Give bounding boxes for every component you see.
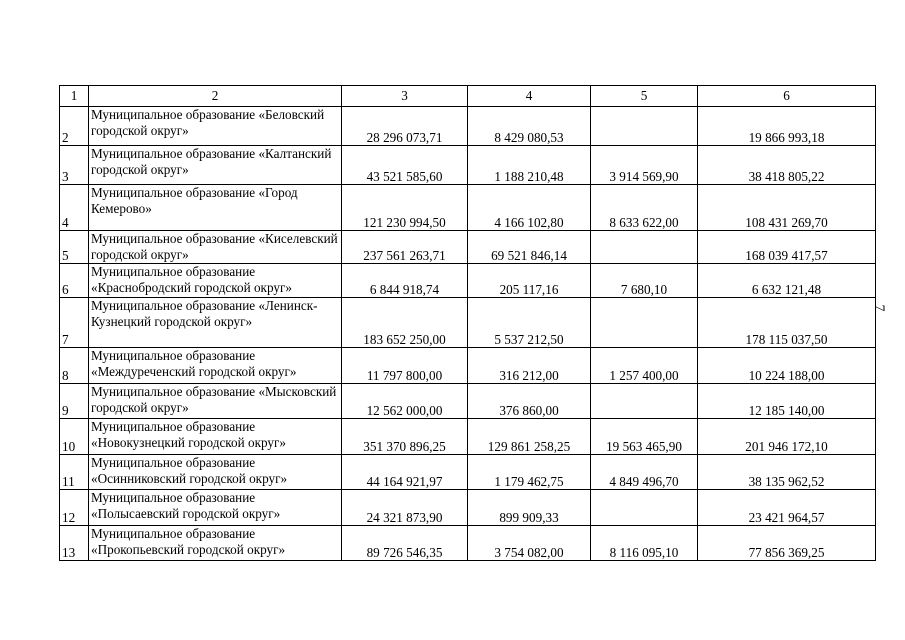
amount-col4-cell: 899 909,33 — [468, 490, 591, 526]
table-row — [60, 348, 876, 384]
row-number-cell: 2 — [60, 107, 89, 146]
row-number-cell: 8 — [60, 348, 89, 384]
amount-col5-cell: 19 563 465,90 — [591, 419, 698, 455]
amount-col6-cell: 12 185 140,00 — [698, 384, 876, 419]
amount-col6-cell: 168 039 417,57 — [698, 231, 876, 264]
amount-col4-cell: 376 860,00 — [468, 384, 591, 419]
amount-col6-cell: 38 135 962,52 — [698, 455, 876, 490]
municipality-name-cell: Муниципальное образование «Полысаевский городской округ» — [89, 490, 342, 526]
row-number-cell: 11 — [60, 455, 89, 490]
amount-col6-cell: 23 421 964,57 — [698, 490, 876, 526]
amount-col5-cell — [591, 490, 698, 526]
amount-col5-cell — [591, 231, 698, 264]
table-row — [60, 231, 876, 264]
table-row — [60, 264, 876, 298]
row-number-cell: 5 — [60, 231, 89, 264]
amount-col3-cell: 237 561 263,71 — [342, 231, 468, 264]
amount-col3-cell: 44 164 921,97 — [342, 455, 468, 490]
table-row — [60, 384, 876, 419]
table-row — [60, 419, 876, 455]
amount-col5-cell: 8 633 622,00 — [591, 185, 698, 231]
municipality-name-cell: Муниципальное образование «Ленинск-Кузнецкий городской округ» — [89, 298, 342, 348]
row-number-cell: 10 — [60, 419, 89, 455]
budget-table — [59, 85, 876, 561]
amount-col4-cell: 205 117,16 — [468, 264, 591, 298]
amount-col4-cell: 316 212,00 — [468, 348, 591, 384]
amount-col5-cell: 7 680,10 — [591, 264, 698, 298]
header-cell: 6 — [698, 86, 876, 107]
amount-col6-cell: 108 431 269,70 — [698, 185, 876, 231]
header-cell: 2 — [89, 86, 342, 107]
row-number-cell: 6 — [60, 264, 89, 298]
municipality-name-cell: Муниципальное образование «Город Кемерово» — [89, 185, 342, 231]
amount-col6-cell: 201 946 172,10 — [698, 419, 876, 455]
amount-col3-cell: 24 321 873,90 — [342, 490, 468, 526]
amount-col5-cell: 8 116 095,10 — [591, 526, 698, 561]
amount-col4-cell: 4 166 102,80 — [468, 185, 591, 231]
table-row — [60, 455, 876, 490]
amount-col3-cell: 351 370 896,25 — [342, 419, 468, 455]
amount-col4-cell: 1 188 210,48 — [468, 146, 591, 185]
row-number-cell: 9 — [60, 384, 89, 419]
header-cell: 3 — [342, 86, 468, 107]
amount-col5-cell: 3 914 569,90 — [591, 146, 698, 185]
amount-col3-cell: 183 652 250,00 — [342, 298, 468, 348]
amount-col3-cell: 12 562 000,00 — [342, 384, 468, 419]
amount-col4-cell: 1 179 462,75 — [468, 455, 591, 490]
amount-col3-cell: 28 296 073,71 — [342, 107, 468, 146]
municipality-name-cell: Муниципальное образование «Междуреченский городской округ» — [89, 348, 342, 384]
municipality-name-cell: Муниципальное образование «Новокузнецкий городской округ» — [89, 419, 342, 455]
municipality-name-cell: Муниципальное образование «Беловский городской округ» — [89, 107, 342, 146]
header-row — [60, 86, 876, 107]
table-row — [60, 146, 876, 185]
amount-col3-cell: 43 521 585,60 — [342, 146, 468, 185]
row-number-cell: 13 — [60, 526, 89, 561]
row-number-cell: 3 — [60, 146, 89, 185]
amount-col6-cell: 19 866 993,18 — [698, 107, 876, 146]
amount-col4-cell: 8 429 080,53 — [468, 107, 591, 146]
amount-col5-cell: 1 257 400,00 — [591, 348, 698, 384]
amount-col4-cell: 69 521 846,14 — [468, 231, 591, 264]
amount-col5-cell: 4 849 496,70 — [591, 455, 698, 490]
header-cell: 1 — [60, 86, 89, 107]
table-row — [60, 185, 876, 231]
amount-col3-cell: 6 844 918,74 — [342, 264, 468, 298]
table-row — [60, 490, 876, 526]
amount-col6-cell: 10 224 188,00 — [698, 348, 876, 384]
municipality-name-cell: Муниципальное образование «Краснобродский городской округ» — [89, 264, 342, 298]
municipality-name-cell: Муниципальное образование «Осинниковский городской округ» — [89, 455, 342, 490]
amount-col6-cell: 178 115 037,50 — [698, 298, 876, 348]
amount-col3-cell: 121 230 994,50 — [342, 185, 468, 231]
header-cell: 5 — [591, 86, 698, 107]
row-number-cell: 7 — [60, 298, 89, 348]
amount-col6-cell: 38 418 805,22 — [698, 146, 876, 185]
amount-col6-cell: 6 632 121,48 — [698, 264, 876, 298]
amount-col4-cell: 3 754 082,00 — [468, 526, 591, 561]
municipality-name-cell: Муниципальное образование «Киселевский городской округ» — [89, 231, 342, 264]
municipality-name-cell: Муниципальное образование «Прокопьевский городской округ» — [89, 526, 342, 561]
row-number-cell: 12 — [60, 490, 89, 526]
table-row — [60, 526, 876, 561]
municipality-name-cell: Муниципальное образование «Мысковский городской округ» — [89, 384, 342, 419]
amount-col3-cell: 89 726 546,35 — [342, 526, 468, 561]
table-row — [60, 298, 876, 348]
amount-col4-cell: 5 537 212,50 — [468, 298, 591, 348]
amount-col4-cell: 129 861 258,25 — [468, 419, 591, 455]
municipality-name-cell: Муниципальное образование «Калтанский городской округ» — [89, 146, 342, 185]
amount-col6-cell: 77 856 369,25 — [698, 526, 876, 561]
amount-col5-cell — [591, 298, 698, 348]
amount-col3-cell: 11 797 800,00 — [342, 348, 468, 384]
table-row — [60, 107, 876, 146]
page-number: 7 — [872, 304, 888, 312]
amount-col5-cell — [591, 384, 698, 419]
row-number-cell: 4 — [60, 185, 89, 231]
header-cell: 4 — [468, 86, 591, 107]
amount-col5-cell — [591, 107, 698, 146]
